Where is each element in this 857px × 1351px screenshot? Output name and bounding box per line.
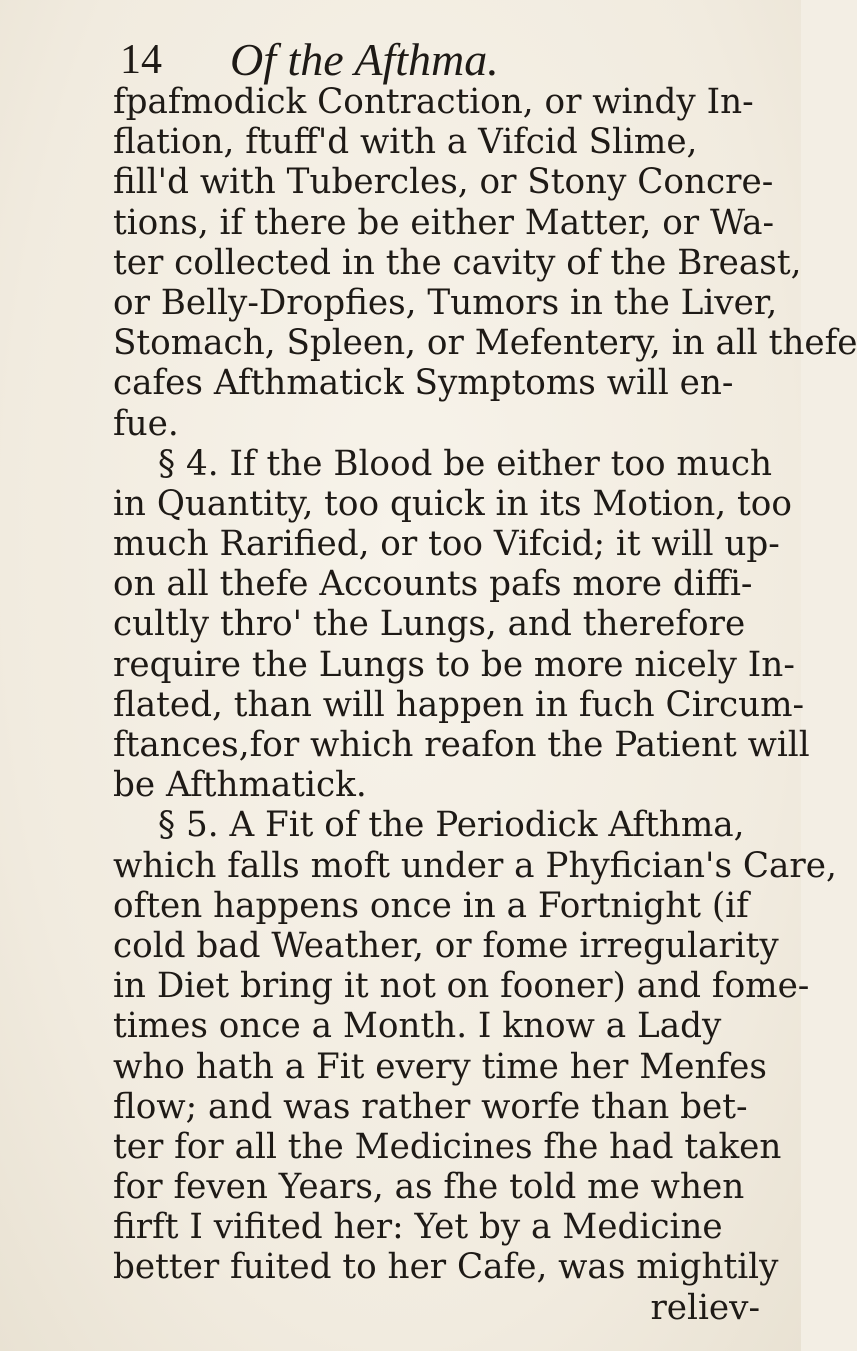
text-line: better fuited to her Cafe, was mightily	[113, 1247, 779, 1288]
section-start-line: § 4. If the Blood be either too much	[158, 443, 773, 484]
text-line: flated, than will happen in fuch Circum-	[113, 684, 805, 725]
text-line: cafes Afthmatick Symptoms will en-	[113, 363, 734, 404]
text-line: Stomach, Spleen, or Mefentery, in all thefe	[113, 323, 857, 364]
text-line: fpafmodick Contraction, or windy In-	[113, 82, 754, 122]
text-line: or Belly-Dropfies, Tumors in the Liver,	[113, 282, 778, 323]
text-line: tions, if there be either Matter, or Wa-	[113, 202, 775, 243]
text-line: ter collected in the cavity of the Breast,	[113, 242, 802, 283]
text-line: be Afthmatick.	[113, 765, 367, 806]
text-line: much Rarified, or too Vifcid; it will up-	[113, 524, 780, 565]
text-line: times once a Month. I know a Lady	[113, 1006, 722, 1047]
text-line: flation, ftuff'd with a Vifcid Slime,	[113, 122, 698, 163]
text-line: often happens once in a Fortnight (if	[113, 885, 749, 926]
text-line: ftances,for which reafon the Patient will	[113, 725, 810, 765]
running-title: Of the Afthma.	[230, 34, 499, 85]
text-line: in Diet bring it not on fooner) and fome-	[113, 966, 810, 1007]
text-line: which falls moft under a Phyfician's Care,	[113, 845, 837, 886]
text-line: flow; and was rather worfe than bet-	[113, 1086, 748, 1127]
text-line: on all thefe Accounts pafs more diffi-	[113, 564, 753, 605]
text-line: cold bad Weather, or fome irregularity	[113, 925, 779, 966]
page-number: 14	[120, 37, 162, 83]
text-line: require the Lungs to be more nicely In-	[113, 644, 795, 685]
running-head	[120, 30, 760, 90]
catchword: reliev-	[650, 1287, 760, 1328]
text-line: who hath a Fit every time her Menfes	[113, 1046, 767, 1087]
text-line: fue.	[113, 403, 179, 444]
text-line: ter for all the Medicines fhe had taken	[113, 1126, 782, 1167]
text-line: for feven Years, as fhe told me when	[113, 1167, 745, 1208]
text-line: cultly thro' the Lungs, and therefore	[113, 604, 746, 645]
text-line: in Quantity, too quick in its Motion, too	[113, 483, 792, 524]
body-text	[113, 82, 857, 1328]
text-line: firft I vifited her: Yet by a Medicine	[113, 1207, 723, 1248]
text-line: fill'd with Tubercles, or Stony Concre-	[113, 162, 774, 203]
section-start-line: § 5. A Fit of the Periodick Afthma,	[158, 805, 745, 846]
